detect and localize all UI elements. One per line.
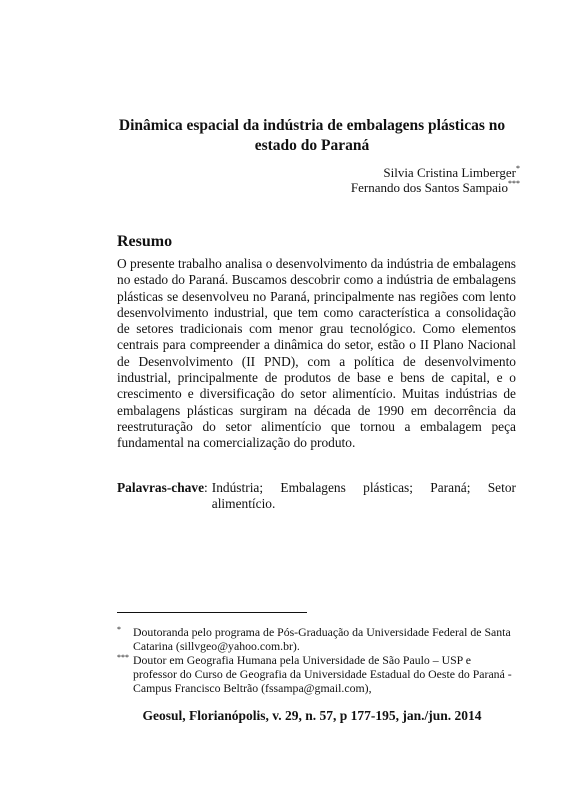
author-name: Fernando dos Santos Sampaio: [350, 180, 508, 195]
author-footnote-mark: ***: [508, 179, 520, 188]
author-1: [383, 165, 520, 181]
footnote-divider: [117, 612, 307, 613]
author-name: Silvia Cristina Limberger: [383, 165, 516, 180]
article-title: Dinâmica espacial da indústria de embalagens plásticas no estado do Paraná: [118, 117, 506, 154]
keywords: [117, 480, 516, 513]
keywords-label: Palavras-chave: [117, 480, 205, 495]
footnote-mark: ***: [117, 653, 129, 662]
author-footnote-mark: *: [516, 164, 520, 173]
keywords-value: Indústria; Embalagens plásticas; Paraná; Setor alimentício.: [211, 480, 516, 512]
abstract-text: O presente trabalho analisa o desenvolvimento da indústria de embalagens no estado do Paraná. Buscamos descobrir como a indústria de embalagens plásticas se desenvolveu no Paraná, principalmente nas regiões com lento desenvolvimento industrial, que tem como característica a consolidação de setores tradicionais com menor grau tecnológico. Como elementos centrais para compreender a dinâmica do setor, estão o II Plano Nacional de Desenvolvimento (II PND), com a política de desenvolvimento industrial, principalmente de produtos de base e bens de capital, e o crescimento e diversificação do setor alimentício. Muitas indústrias de embalagens plásticas surgiram na década de 1990 em decorrência da reestruturação do setor alimentício que tornou a embalagem peça fundamental na comercialização do produto.: [117, 256, 516, 451]
author-2: [351, 180, 520, 196]
footnote-mark: *: [117, 625, 121, 634]
abstract-heading: Resumo: [117, 233, 173, 250]
footnote-1: [117, 625, 516, 653]
keywords-separator: :: [204, 480, 208, 495]
footnote-2: [117, 653, 516, 695]
footnote-text: Doutoranda pelo programa de Pós-Graduação da Universidade Federal de Santa Catarina (sillvgeo@yahoo.com.br).: [133, 625, 511, 653]
journal-citation: Geosul, Florianópolis, v. 29, n. 57, p 177-195, jan./jun. 2014: [142, 708, 482, 723]
footnote-text: Doutor em Geografia Humana pela Universidade de São Paulo – USP e professor do Curso de Geografia da Universidade Estadual do Oeste do Paraná - Campus Francisco Beltrão (fssampa@gmail.com),: [133, 653, 512, 695]
